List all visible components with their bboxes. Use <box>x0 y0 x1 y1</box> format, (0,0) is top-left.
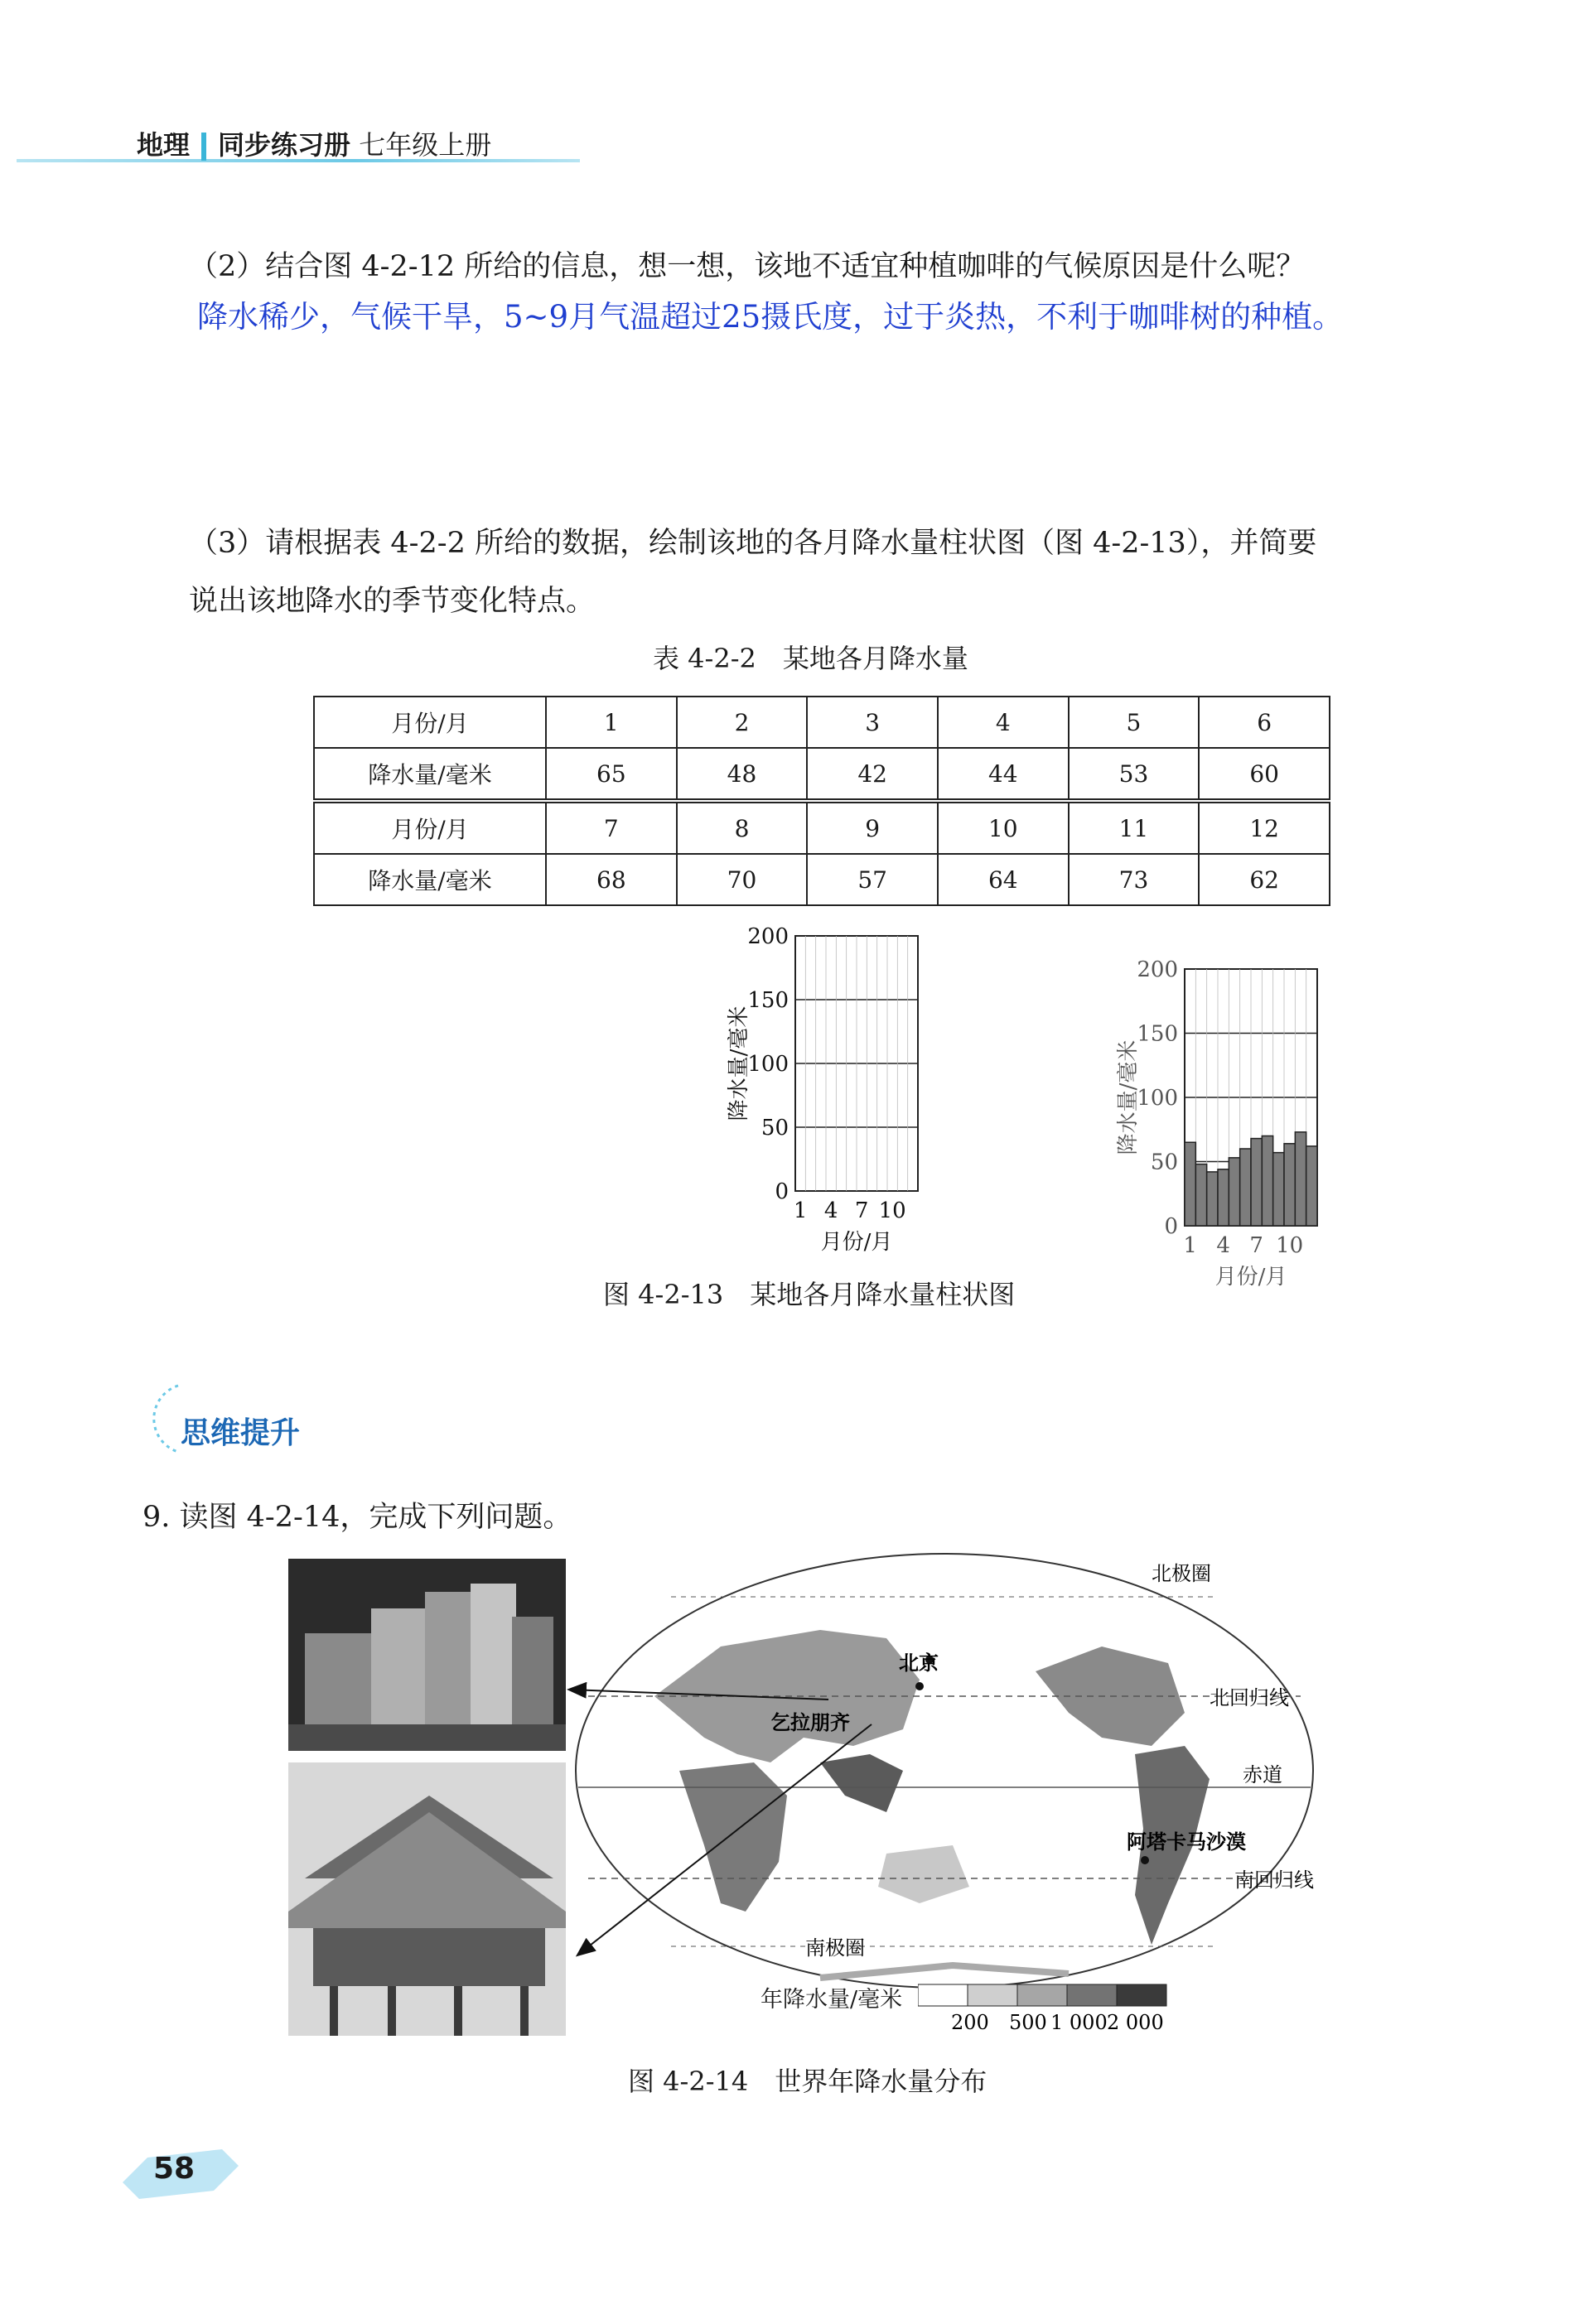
table-caption: 表 4-2-2 某地各月降水量 <box>653 643 968 674</box>
x-tick-label: 10 <box>1276 1233 1304 1258</box>
table-cell: 4 <box>938 697 1069 748</box>
question-3-line1: （3）请根据表 4-2-2 所给的数据，绘制该地的各月降水量柱状图（图 4-2-13），并简要 <box>189 527 1317 560</box>
filled-bar-chart <box>1085 952 1367 1309</box>
section-title: 思维提升 <box>181 1416 301 1450</box>
y-tick-label: 0 <box>1164 1214 1178 1240</box>
y-tick-label: 50 <box>1150 1150 1178 1175</box>
table-cell: 44 <box>938 748 1069 801</box>
answer-2: 降水稀少，气候干旱，5~9月气温超过25摄氏度，过于炎热，不利于咖啡树的种植。 <box>197 299 1344 335</box>
legend-tick: 2 000 <box>1107 2011 1164 2034</box>
legend-swatch <box>1067 1984 1117 2006</box>
table-row <box>314 748 1330 801</box>
x-tick-label: 1 <box>793 1198 808 1223</box>
precipitation-legend <box>918 1981 1191 2035</box>
header-book: 同步练习册 <box>218 129 351 161</box>
header-grade: 七年级上册 <box>359 129 492 161</box>
table-cell: 8 <box>677 801 808 854</box>
month-header: 月份/月 <box>314 801 546 854</box>
bar-month-3 <box>1207 1172 1218 1226</box>
table-cell: 70 <box>677 854 808 905</box>
figure-14-caption: 图 4-2-14 世界年降水量分布 <box>628 2066 987 2097</box>
x-tick-label: 7 <box>854 1198 869 1223</box>
header-divider <box>201 133 206 161</box>
empty-bar-chart <box>696 919 961 1267</box>
table-cell: 6 <box>1199 697 1330 748</box>
arrow-to-desert-photo <box>570 1690 828 1700</box>
question-2: （2）结合图 4-2-12 所给的信息，想一想，该地不适宜种植咖啡的气候原因是什么呢？ <box>189 250 1306 283</box>
table-cell: 2 <box>677 697 808 748</box>
bar-month-6 <box>1240 1149 1251 1226</box>
table-cell: 53 <box>1069 748 1200 801</box>
legend-tick: 500 <box>1009 2011 1047 2034</box>
x-tick-label: 7 <box>1249 1233 1263 1258</box>
legend-swatch <box>1117 1984 1166 2006</box>
table-row <box>314 854 1330 905</box>
desert-buildings-image <box>288 1559 566 1751</box>
table-cell: 11 <box>1069 801 1200 854</box>
label-tropic-capricorn: 南回归线 <box>1234 1868 1314 1892</box>
label-antarctic: 南极圈 <box>805 1936 865 1960</box>
page-number: 58 <box>153 2152 196 2186</box>
table-cell: 5 <box>1069 697 1200 748</box>
bar-month-9 <box>1273 1153 1284 1226</box>
table-cell: 9 <box>807 801 938 854</box>
y-tick-label: 200 <box>747 924 789 950</box>
page-header <box>137 124 491 162</box>
table-cell: 68 <box>546 854 677 905</box>
header-subject: 地理 <box>137 129 191 161</box>
bar-month-1 <box>1185 1142 1195 1226</box>
cherrapunji-marker <box>915 1682 924 1690</box>
atacama-marker <box>1141 1856 1149 1864</box>
table-cell: 1 <box>546 697 677 748</box>
table-cell: 10 <box>938 801 1069 854</box>
legend-swatch <box>968 1984 1017 2006</box>
table-row <box>314 697 1330 748</box>
table-cell: 3 <box>807 697 938 748</box>
label-beijing: 北京 <box>899 1651 939 1675</box>
table-cell: 60 <box>1199 748 1330 801</box>
bar-month-5 <box>1229 1158 1239 1226</box>
bar-month-11 <box>1295 1132 1306 1226</box>
table-cell: 62 <box>1199 854 1330 905</box>
table-cell: 73 <box>1069 854 1200 905</box>
legend-swatch <box>918 1984 968 2006</box>
legend-title: 年降水量/毫米 <box>761 1987 903 2013</box>
label-arctic: 北极圈 <box>1152 1562 1211 1585</box>
y-tick-label: 50 <box>761 1116 789 1141</box>
y-tick-label: 100 <box>1137 1086 1178 1111</box>
stilt-house-photo <box>288 1762 566 2036</box>
x-tick-label: 10 <box>878 1198 906 1223</box>
photo-arrows <box>563 1648 878 1963</box>
rain-header: 降水量/毫米 <box>314 748 546 801</box>
bar-month-10 <box>1284 1144 1295 1226</box>
label-tropic-cancer: 北回归线 <box>1210 1686 1289 1709</box>
x-tick-label: 1 <box>1183 1233 1197 1258</box>
y-axis-label: 降水量/毫米 <box>727 1005 752 1121</box>
x-tick-label: 4 <box>823 1198 838 1223</box>
y-tick-label: 0 <box>775 1179 789 1205</box>
desert-city-photo <box>288 1559 566 1751</box>
y-tick-label: 150 <box>747 988 789 1014</box>
legend-tick: 200 <box>951 2011 989 2034</box>
rain-header: 降水量/毫米 <box>314 854 546 905</box>
bar-month-4 <box>1218 1169 1229 1226</box>
legend-swatch <box>1017 1984 1067 2006</box>
bar-month-7 <box>1251 1139 1262 1226</box>
label-cherrapunji: 乞拉朋齐 <box>770 1710 850 1734</box>
y-axis-label: 降水量/毫米 <box>1116 1039 1142 1155</box>
table-cell: 12 <box>1199 801 1330 854</box>
table-cell: 65 <box>546 748 677 801</box>
rain-table <box>313 696 1330 906</box>
table-cell: 42 <box>807 748 938 801</box>
table-cell: 57 <box>807 854 938 905</box>
arrow-to-stilt-photo <box>578 1724 872 1955</box>
month-header: 月份/月 <box>314 697 546 748</box>
bar-month-2 <box>1195 1164 1206 1226</box>
question-9: 9. 读图 4-2-14，完成下列问题。 <box>142 1501 572 1534</box>
y-tick-label: 200 <box>1137 957 1178 983</box>
y-tick-label: 150 <box>1137 1021 1178 1047</box>
label-atacama: 阿塔卡马沙漠 <box>1127 1830 1246 1854</box>
label-equator: 赤道 <box>1243 1763 1282 1786</box>
figure-13-caption: 图 4-2-13 某地各月降水量柱状图 <box>603 1279 1016 1310</box>
bar-month-12 <box>1306 1146 1317 1226</box>
y-tick-label: 100 <box>747 1052 789 1078</box>
x-axis-label: 月份/月 <box>1214 1265 1287 1290</box>
x-axis-label: 月份/月 <box>820 1230 893 1255</box>
table-row <box>314 801 1330 854</box>
question-3-line2: 说出该地降水的季节变化特点。 <box>189 585 596 618</box>
legend-tick: 1 000 <box>1050 2011 1108 2034</box>
x-tick-label: 4 <box>1216 1233 1230 1258</box>
table-cell: 64 <box>938 854 1069 905</box>
table-cell: 7 <box>546 801 677 854</box>
table-cell: 48 <box>677 748 808 801</box>
stilt-house-image <box>288 1762 566 2036</box>
bar-month-8 <box>1262 1136 1272 1227</box>
